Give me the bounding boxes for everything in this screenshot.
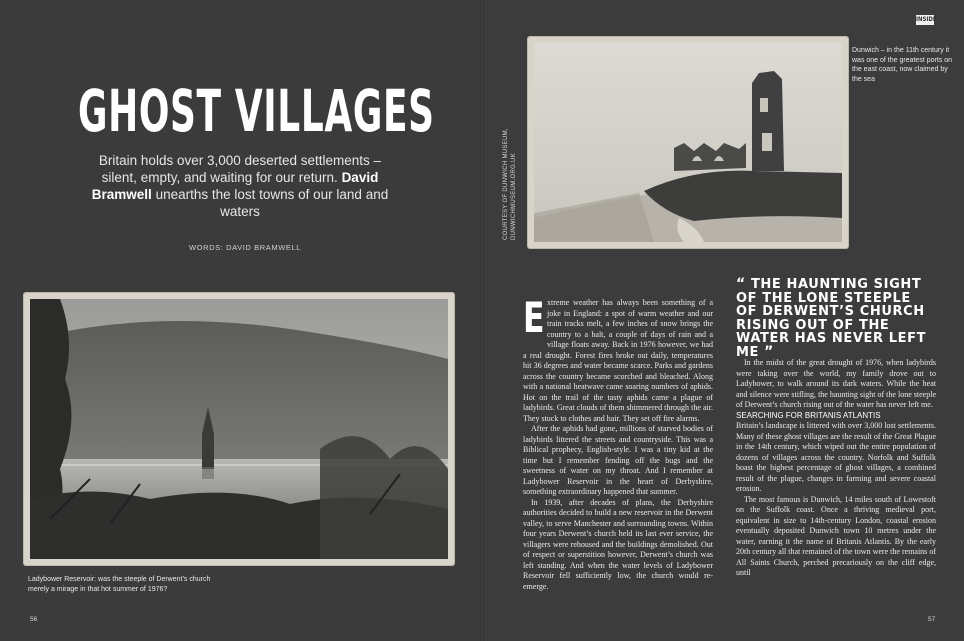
- page-number-left: 56: [30, 616, 38, 623]
- standfirst-rest: unearths the lost towns of our land and waters: [151, 187, 389, 219]
- page-number-right: 57: [928, 616, 936, 623]
- article-paragraph: Britain’s landscape is littered with over 3,000 lost settlements. Many of these ghost villages are the result of the Great Plague in the 14th century, which wiped out the entire population of dozens of villages across the country. Norfolk and Suffolk boast the highest percentage of ghost villages, a combined result of the plague, changes in farming and severe coastal erosion.: [736, 421, 936, 493]
- brand-logo: INSIDE: [916, 16, 937, 23]
- pull-quote-text: THE HAUNTING SIGHT OF THE LONE STEEPLE OF DERWENT’S CHURCH RISING OUT OF THE WATER HAS NEVER LEFT ME: [736, 277, 927, 360]
- ladybower-caption: Ladybower Reservoir: was the steeple of Derwent’s church merely a mirage in that hot summer of 1976?: [28, 576, 211, 593]
- article-column-2: [736, 358, 936, 579]
- spine-gutter: [480, 0, 484, 641]
- ladybower-photo: [24, 293, 454, 565]
- article-paragraph: In 1939, after decades of plans, the Derbyshire authorities decided to build a new reservoir in the Derwent valley, to serve Manchester and surrounding towns. Within four years Derwent’s church held its last ever service, the villagers were rehoused and the buildings demolished. Out of respect or superstition however, Derwent’s church was left standing. And when the water levels of Ladybower Reservoir fell sufficiently low, the church would re-emerge.: [523, 497, 713, 591]
- standfirst-intro: Britain holds over 3,000 deserted settlements – silent, empty, and waiting for our return.: [98, 153, 382, 185]
- section-subhead: SEARCHING FOR BRITANIS ATLANTIS: [736, 410, 881, 420]
- quote-open-mark: “: [736, 276, 746, 292]
- standfirst: [90, 152, 390, 220]
- paragraph-text: xtreme weather has always been something of a joke in England: a spot of warm weather and our train tracks melt, a few inches of snow brings the country to a halt, a couple of days of rain and a village floats away. Back in 1976 however, we had a real drought. Forest fires broke out daily, temperatures hit 36 degrees and water became scarce. Parks and gardens across the country became scorched and bleached. Along with a national heatwave came soaring numbers of aphids. Hot on the trail of the tasty aphids came a plague of ladybirds. Great clouds of them shimmered through the air. They stuck to clothes and hair. They set off fire alarms.: [523, 298, 713, 423]
- article-paragraph: [523, 293, 713, 424]
- standfirst-author: David Bramwell: [91, 170, 379, 202]
- article-paragraph: After the aphids had gone, millions of starved bodies of ladybirds littered the streets and countryside. This was a Biblical prophecy, English-style. I was a tiny kid at the time but I remember fending off the bugs and the sweetness of water on my throat. And I remember at Ladybower Reservoir in the heart of Derbyshire, something extraordinary happened that summer.: [523, 424, 713, 496]
- photo-credit-line-1: COURTESY OF DUNWICH MUSEUM,: [503, 128, 509, 240]
- photo-credit-line-2: DUNWICHMUSEUM.ORG.UK: [510, 153, 517, 240]
- article-column-1: [523, 293, 713, 592]
- drop-cap: E: [523, 293, 545, 342]
- article-paragraph: The most famous is Dunwich, 14 miles south of Lowestoft on the Suffolk coast. Once a thriving medieval port, equivalent in size to 14th-century London, coastal erosion eventually deposited Dunwich town 10 metres under the water, earning it the name of Britanis Atlantis. By the early 20th century all that remained of the town were the remains of All Saints Church, perched precariously on the cliff edge, until: [736, 494, 936, 577]
- ladybower-image: [30, 299, 448, 559]
- dunwich-image: [534, 43, 842, 242]
- dunwich-photo: [528, 37, 848, 248]
- byline: WORDS: DAVID BRAMWELL: [188, 243, 302, 252]
- article-paragraph: In the midst of the great drought of 1976, when ladybirds were taking over the world, my family drove out to Ladybower, to walk around its dark waters. While the heat and silence were stifling, the haunting sight of the lone steeple of Derwent’s church rising out of the water has never left me.: [736, 358, 936, 409]
- pull-quote: [736, 278, 932, 359]
- dunwich-caption: Dunwich – in the 11th century it was one of the greatest ports on the east coast, now claimed by the sea: [852, 47, 953, 83]
- page-title: GHOST VILLAGES: [78, 77, 435, 145]
- quote-close-mark: ”: [764, 343, 774, 360]
- photo-credit: [503, 128, 518, 240]
